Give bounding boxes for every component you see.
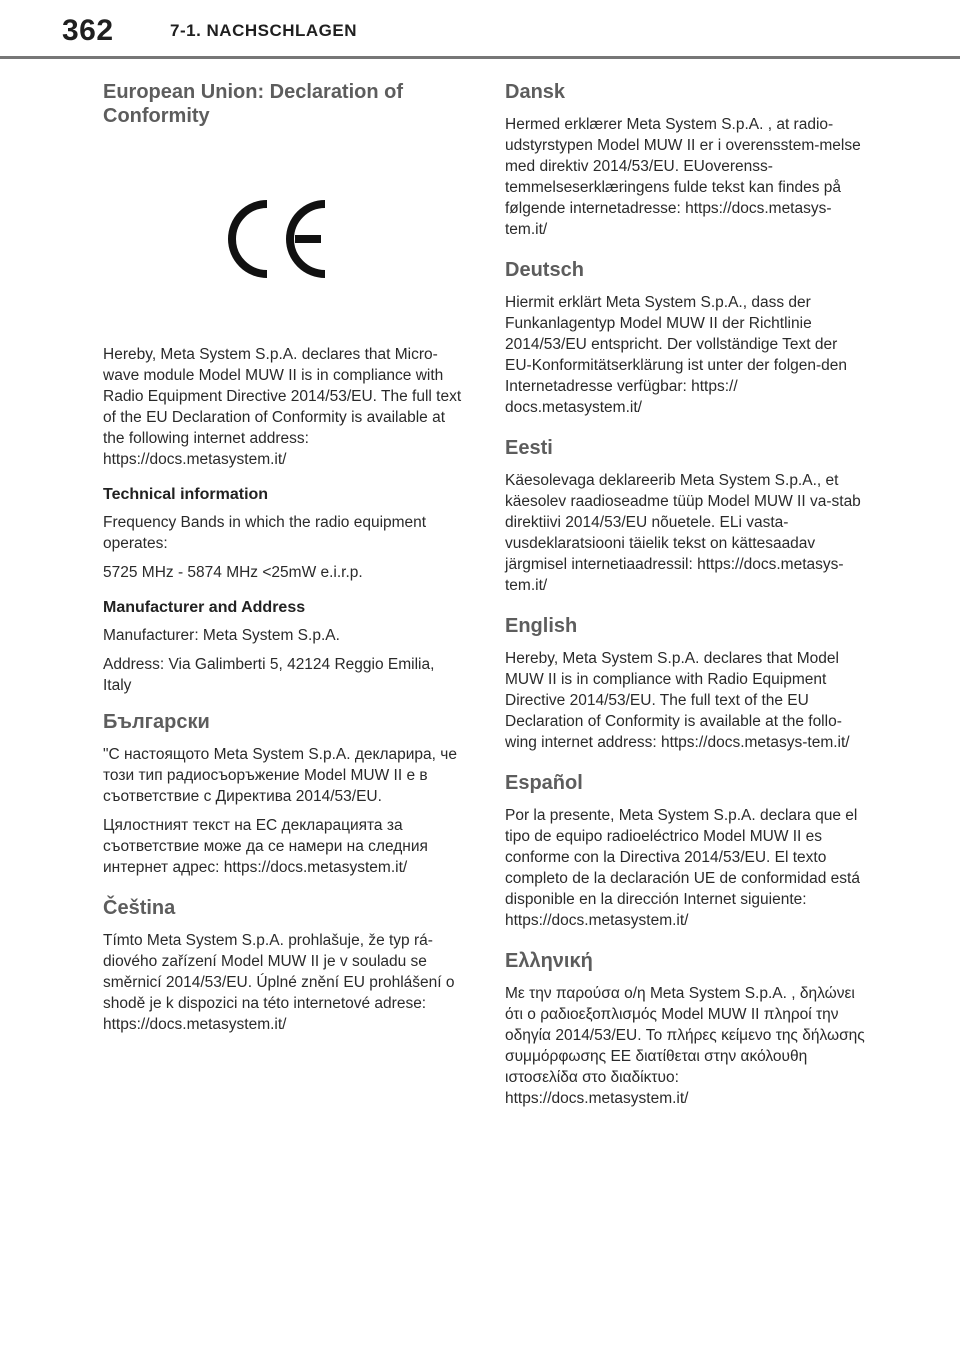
page-number: 362 <box>62 14 114 47</box>
manufacturer-name: Manufacturer: Meta System S.p.A. <box>103 627 340 644</box>
bulgarian-heading: Български <box>103 711 210 733</box>
declaration-title: European Union: Declaration of Conformity <box>103 81 404 127</box>
greek-heading: Ελληνική <box>505 950 593 972</box>
danish-text: Hermed erklærer Meta System S.p.A. , at radio-udstyrstypen Model MUW II er i overensstem-melse med direktiv 2014/53/EU. EUoverenss-temmelseserklæringens fulde tekst kan findes på følgende internetadresse: https://docs.metasys-tem.it/ <box>505 116 861 238</box>
estonian-heading: Eesti <box>505 437 553 459</box>
german-heading: Deutsch <box>505 259 584 281</box>
danish-section <box>505 80 865 240</box>
bulgarian-text-2: Цялостният текст на ЕС декларацията за съответствие може да се намери на следния интернет адрес: https://docs.metasystem.it/ <box>103 817 428 876</box>
english-text: Hereby, Meta System S.p.A. declares that Model MUW II is in compliance with Radio Equipment Directive 2014/53/EU. The full text of the EU Declaration of Conformity is available at the follo-wing internet address: https://docs.metasys-tem.it/ <box>505 650 850 751</box>
technical-info-section <box>103 484 463 583</box>
czech-heading: Čeština <box>103 897 176 919</box>
danish-heading: Dansk <box>505 81 566 103</box>
chapter-title: 7-1. NACHSCHLAGEN <box>170 21 358 40</box>
left-column <box>103 80 463 1053</box>
bulgarian-section <box>103 710 463 878</box>
czech-text: Tímto Meta System S.p.A. prohlašuje, že typ rá-diového zařízení Model MUW II je v souladu se směrnicí 2014/53/EU. Úplné znění EU prohlášení o shodě je k dispozici na této internetové adrese: https://docs.metasystem.it/ <box>103 932 455 1033</box>
header-divider <box>0 56 960 59</box>
german-text: Hiermit erklärt Meta System S.p.A., dass der Funkanlagentyp Model MUW II der Richtlinie 2014/53/EU entspricht. Der vollständige Text der EU-Konformitätserklärung ist unter der folgen-den Internetadresse verfügbar: https:// docs.metasystem.it/ <box>505 294 848 416</box>
declaration-intro: Hereby, Meta System S.p.A. declares that Micro-wave module Model MUW II is in compliance with Radio Equipment Directive 2014/53/EU. The full text of the EU Declaration of Conformity is available at the following internet address: https://docs.metasystem.it/ <box>103 346 462 468</box>
declaration-intro-section <box>103 344 463 470</box>
estonian-text: Käesolevaga deklareerib Meta System S.p.A., et käesolev raadioseadme tüüp Model MUW II va-stab direktiivi 2014/53/EU nõuetele. ELi vasta-vusdeklaratsiooni täielik tekst on kättesaadav järgmisel internetiaadressil: https://docs.metasys-tem.it/ <box>505 472 861 594</box>
technical-info-heading: Technical information <box>103 486 269 503</box>
spanish-heading: Español <box>505 772 583 794</box>
german-section <box>505 258 865 418</box>
spanish-text: Por la presente, Meta System S.p.A. declara que el tipo de equipo radioeléctrico Model MUW II es conforme con la Directiva 2014/53/EU. El texto completo de la declaración UE de conformidad está disponible en la dirección Internet siguiente: https://docs.metasystem.it/ <box>505 807 860 929</box>
estonian-section <box>505 436 865 596</box>
frequency-value: 5725 MHz - 5874 MHz <25mW e.i.r.p. <box>103 564 363 581</box>
english-section <box>505 614 865 753</box>
spanish-section <box>505 771 865 931</box>
manufacturer-address: Address: Via Galimberti 5, 42124 Reggio Emilia, Italy <box>103 656 435 694</box>
manufacturer-heading: Manufacturer and Address <box>103 599 306 616</box>
bulgarian-text-1: "С настоящото Meta System S.p.A. декларира, че този тип радиосъоръжение Model MUW II е в съответствие с Директива 2014/53/EU. <box>103 746 457 805</box>
right-column <box>505 80 865 1127</box>
czech-section <box>103 896 463 1035</box>
english-heading: English <box>505 615 578 637</box>
manufacturer-section <box>103 597 463 696</box>
greek-section <box>505 949 865 1109</box>
ce-mark-icon <box>225 194 335 284</box>
greek-text: Με την παρούσα ο/η Meta System S.p.A. , δηλώνει ότι ο ραδιοεξοπλισμός Model MUW II πληροί την οδηγία 2014/53/EU. Το πλήρες κείμενο της δήλωσης συμμόρφωσης ΕΕ διατίθεται στην ακόλουθη ιστοσελίδα στο διαδίκτυο: https://docs.metasystem.it/ <box>505 985 865 1107</box>
technical-info-text: Frequency Bands in which the radio equipment operates: <box>103 514 427 552</box>
